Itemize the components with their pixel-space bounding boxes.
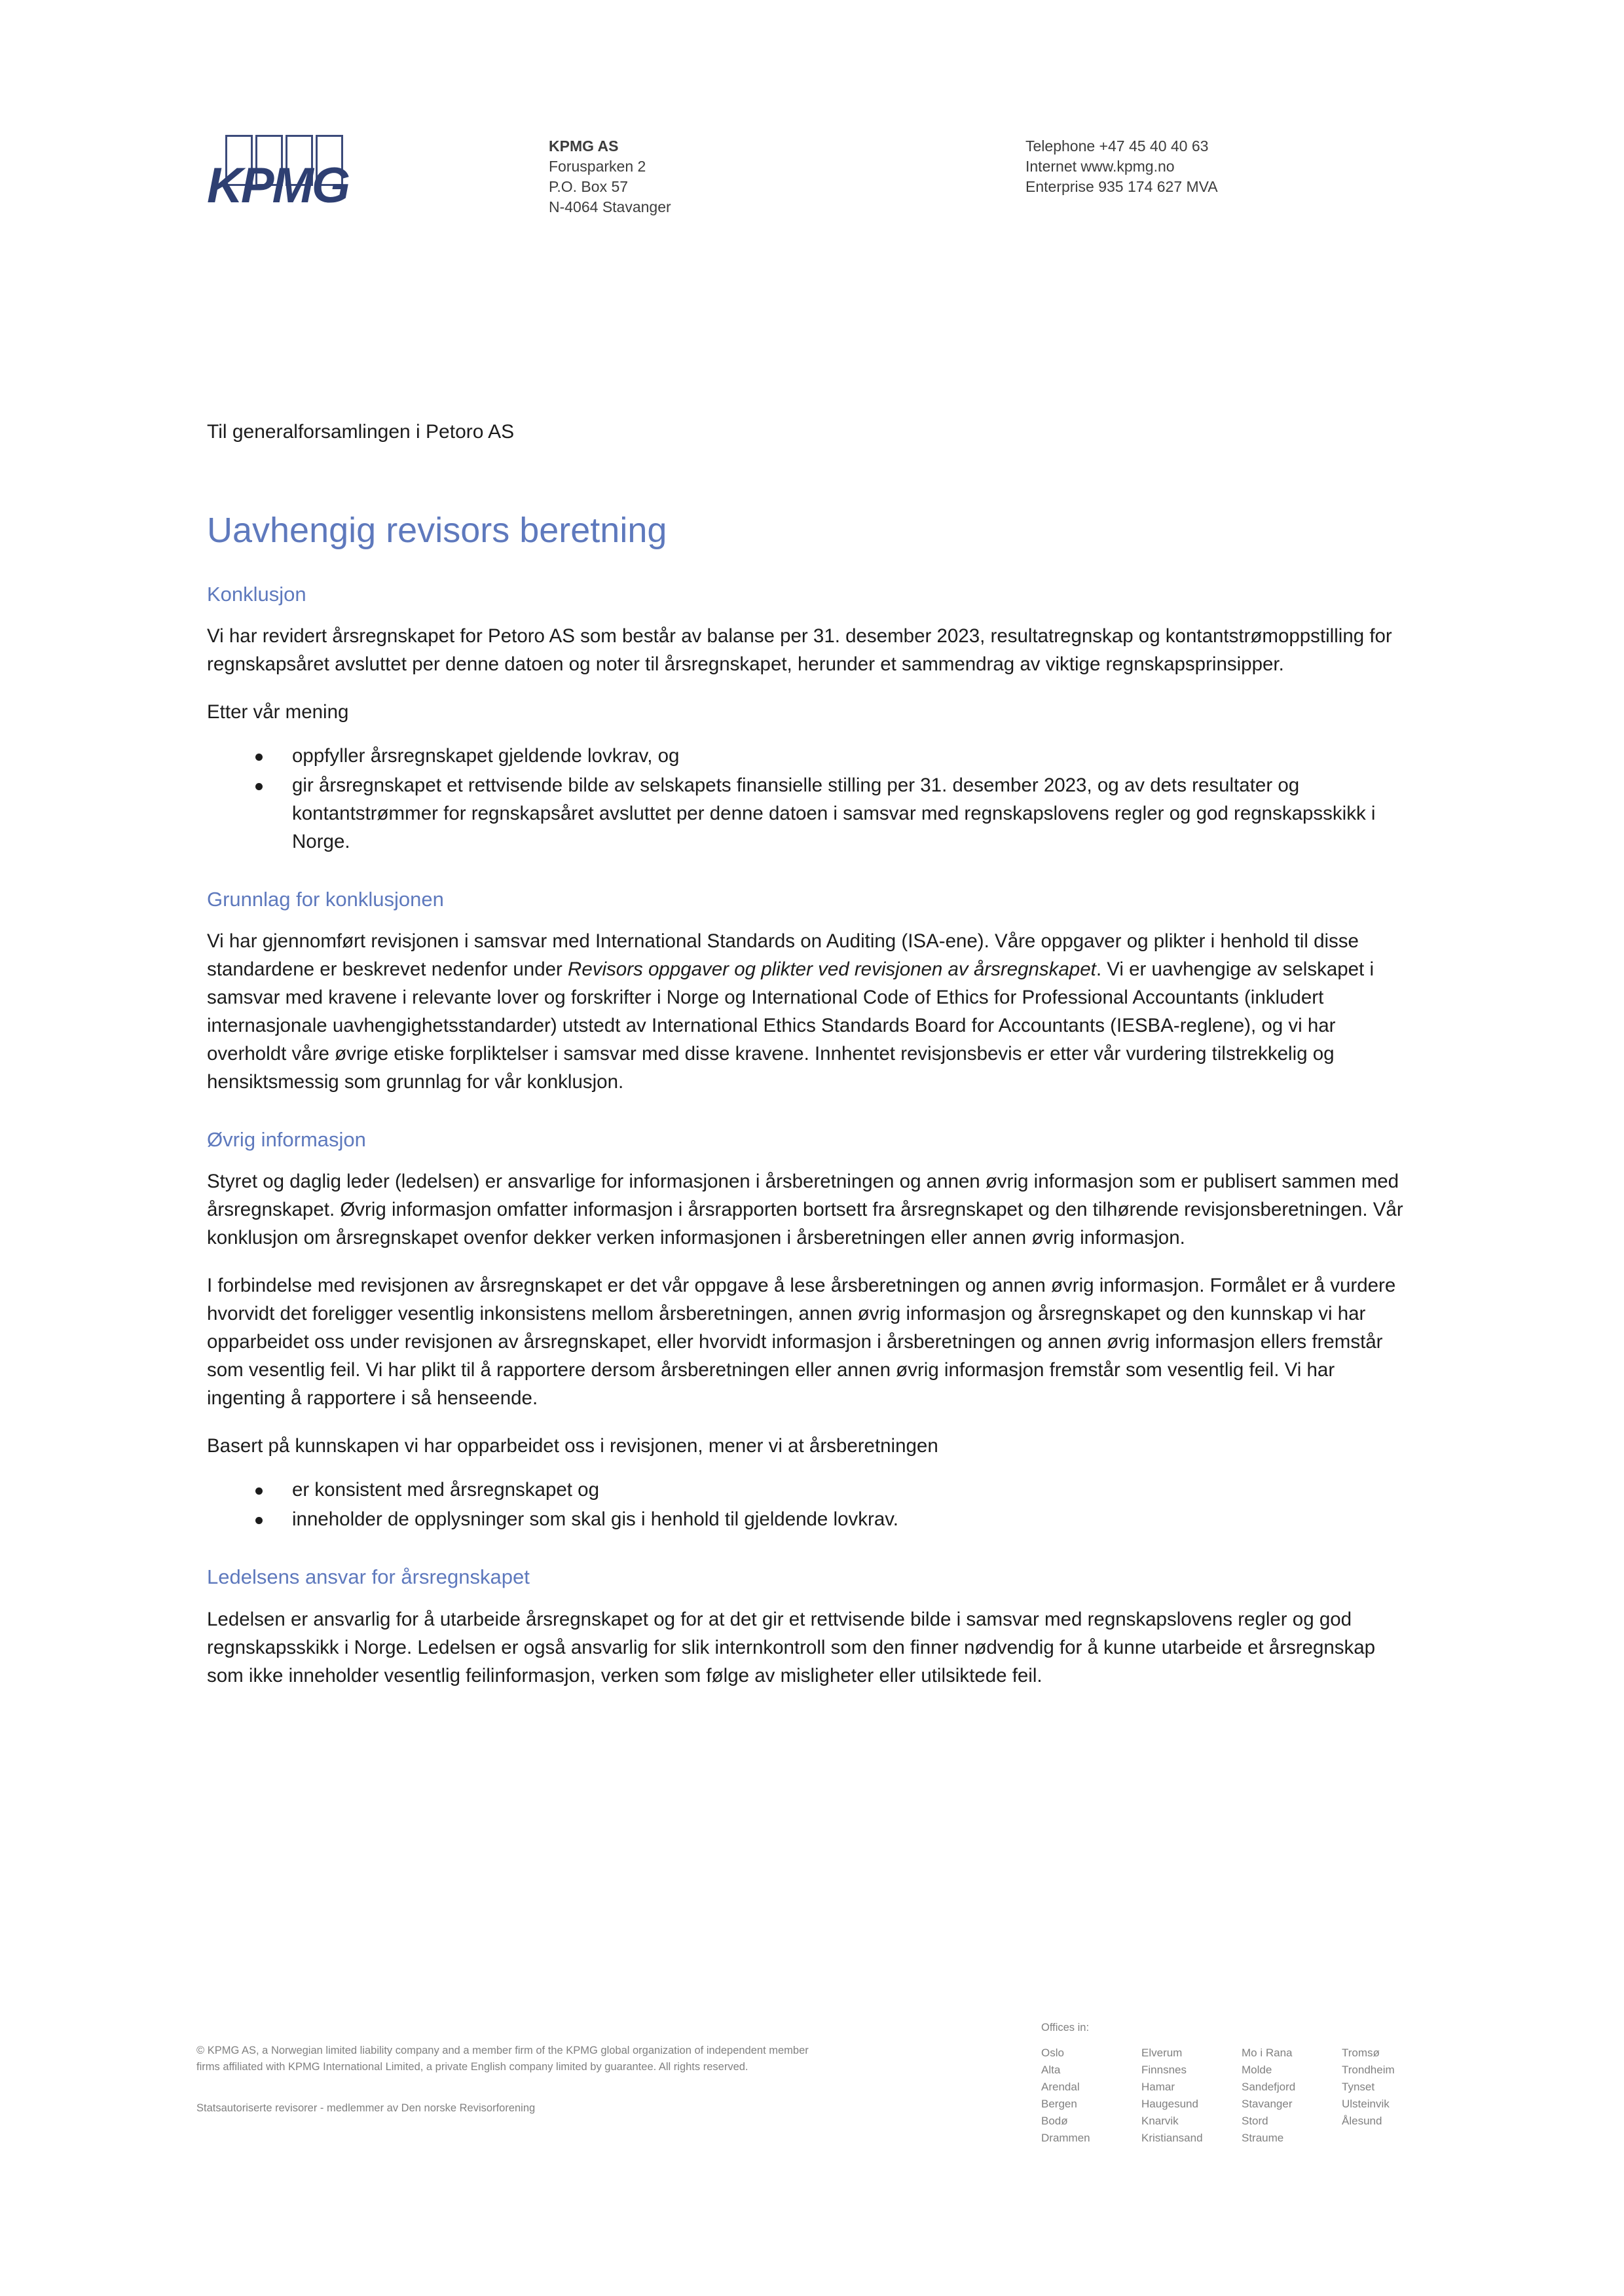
offices-column-2 <box>1141 2045 1242 2147</box>
company-enterprise-number: Enterprise 935 174 627 MVA <box>1025 178 1218 195</box>
grunnlag-text-a: Vi har gjennomført revisjonen i samsvar med International Standards on Auditing (ISA-ene). Våre oppgaver og plikter i henhold til disse standardene er beskrevet nedenfor under <box>207 930 1359 981</box>
list-item: er konsistent med årsregnskapet og <box>292 1476 1405 1504</box>
office-name: Arendal <box>1041 2081 1080 2093</box>
offices-column-4 <box>1342 2045 1442 2147</box>
addressee-line: Til generalforsamlingen i Petoro AS <box>207 421 515 443</box>
offices-title: Offices in: <box>1041 2022 1090 2033</box>
office-name: Oslo <box>1041 2047 1064 2059</box>
konklusjon-paragraph-1: Vi har revidert årsregnskapet for Petoro AS som består av balanse per 31. desember 2023, resultatregnskap og kontantstrømoppstilling for regnskapsåret avsluttet per denne datoen og noter til årsregnskapet, herunder et sammendrag av viktige regnskapsprinsipper. <box>207 625 1392 675</box>
footer-copyright-line-2: firms affiliated with KPMG International Limited, a private English company limited by guarantee. All rights reserved. <box>196 2061 748 2073</box>
section-heading-ovrig-informasjon: Øvrig informasjon <box>207 1128 366 1152</box>
offices-grid <box>1041 2045 1460 2147</box>
grunnlag-text-b: . Vi er uavhengige av selskapet i samsvar med kravene i relevante lover og forskrifter i Norge og International Code of Ethics for Professional Accountants (inkludert internasjonale uavhengighetsstandarder) utstedt av International Ethics Standards Board for Accountants (IESBA-reglene), og vi har overholdt våre øvrige etiske forpliktelser i samsvar med disse kravene. Innhentet revisjonsbevis er etter vår vurdering tilstrekkelig og hensiktsmessig som grunnlag for vår konklusjon. <box>207 958 1375 1093</box>
grunnlag-italic-reference: Revisors oppgaver og plikter ved revisjonen av årsregnskapet <box>568 958 1096 981</box>
office-name: Finnsnes <box>1141 2064 1187 2076</box>
office-name: Ulsteinvik <box>1342 2098 1390 2110</box>
offices-column-1 <box>1041 2045 1141 2147</box>
office-name: Bergen <box>1041 2098 1077 2110</box>
section-heading-grunnlag: Grunnlag for konklusjonen <box>207 887 444 911</box>
office-name: Stavanger <box>1242 2098 1293 2110</box>
konklusjon-bullet-list <box>207 742 1405 856</box>
office-name: Bodø <box>1041 2115 1068 2127</box>
company-contact-block <box>1025 136 1218 197</box>
grunnlag-paragraph-1 <box>207 927 1405 1096</box>
kpmg-logo <box>207 128 403 227</box>
list-item: inneholder de opplysninger som skal gis i henhold til gjeldende lovkrav. <box>292 1505 1405 1533</box>
document-body <box>207 419 1405 1690</box>
list-item: oppfyller årsregnskapet gjeldende lovkrav, og <box>292 742 1405 770</box>
offices-column-3 <box>1242 2045 1342 2147</box>
office-name: Tynset <box>1342 2081 1375 2093</box>
list-item: gir årsregnskapet et rettvisende bilde av selskapets finansielle stilling per 31. desember 2023, og av dets resultater og kontantstrømmer for regnskapsåret avsluttet per denne datoen i samsvar med regnskapslovens regler og god regnskapsskikk i Norge. <box>292 771 1405 856</box>
footer-legal-block <box>196 2043 1041 2117</box>
footer-copyright-line-1: © KPMG AS, a Norwegian limited liability company and a member firm of the KPMG global organization of independent member <box>196 2045 809 2056</box>
ovrig-paragraph-3: Basert på kunnskapen vi har opparbeidet oss i revisjonen, mener vi at årsberetningen <box>207 1435 938 1457</box>
section-heading-konklusjon: Konklusjon <box>207 582 306 606</box>
office-name: Ålesund <box>1342 2115 1382 2127</box>
company-street: Forusparken 2 <box>549 158 646 175</box>
ledelsens-paragraph-1: Ledelsen er ansvarlig for å utarbeide årsregnskapet og for at det gir et rettvisende bilde i samsvar med regnskapslovens regler og god regnskapsskikk i Norge. Ledelsen er også ansvarlig for slik internkontroll som den finner nødvendig for å kunne utarbeide et årsregnskap som ikke inneholder vesentlig feilinformasjon, verken som følge av misligheter eller utilsiktede feil. <box>207 1608 1376 1686</box>
kpmg-logo-wordmark: KPMG <box>207 158 348 213</box>
company-telephone: Telephone +47 45 40 40 63 <box>1025 137 1209 155</box>
office-name: Mo i Rana <box>1242 2047 1293 2059</box>
office-name: Sandefjord <box>1242 2081 1296 2093</box>
company-pobox: P.O. Box 57 <box>549 178 629 195</box>
office-name: Haugesund <box>1141 2098 1198 2110</box>
office-name: Elverum <box>1141 2047 1183 2059</box>
office-name: Alta <box>1041 2064 1061 2076</box>
ovrig-paragraph-2: I forbindelse med revisjonen av årsregnskapet er det vår oppgave å lese årsberetningen og annen øvrig informasjon. Formålet er å vurdere hvorvidt det foreligger vesentlig inkonsistens mellom årsberetningen, annen øvrig informasjon og årsregnskapet og den kunnskap vi har opparbeidet oss under revisjonen av årsregnskapet, eller hvorvidt informasjon i årsberetningen og annen øvrig informasjon ellers fremstår som vesentlig feil. Vi har plikt til å rapportere dersom årsberetningen eller annen øvrig informasjon fremstår som vesentlig feil. Vi har ingenting å rapportere i så henseende. <box>207 1275 1396 1410</box>
office-name: Knarvik <box>1141 2115 1179 2127</box>
page-title: Uavhengig revisors beretning <box>207 510 667 550</box>
konklusjon-paragraph-2: Etter vår mening <box>207 701 349 723</box>
company-address-block <box>549 136 671 217</box>
company-city: N-4064 Stavanger <box>549 198 671 215</box>
ovrig-bullet-list <box>207 1476 1405 1533</box>
section-heading-ledelsens-ansvar: Ledelsens ansvar for årsregnskapet <box>207 1565 530 1589</box>
office-name: Kristiansand <box>1141 2132 1203 2144</box>
office-name: Stord <box>1242 2115 1268 2127</box>
office-name: Drammen <box>1041 2132 1090 2144</box>
company-internet: Internet www.kpmg.no <box>1025 158 1175 175</box>
letterhead-header <box>207 128 1460 233</box>
footer-offices-block <box>1041 2022 1460 2147</box>
company-name: KPMG AS <box>549 137 619 155</box>
office-name: Tromsø <box>1342 2047 1380 2059</box>
ovrig-paragraph-1: Styret og daglig leder (ledelsen) er ansvarlige for informasjonen i årsberetningen og annen øvrig informasjon som er publisert sammen med årsregnskapet. Øvrig informasjon omfatter informasjon i årsrapporten bortsett fra årsregnskapet og den tilhørende revisjonsberetningen. Vår konklusjon om årsregnskapet ovenfor dekker verken informasjonen i årsberetningen eller annen øvrig informasjon. <box>207 1171 1403 1249</box>
footer-association-line: Statsautoriserte revisorer - medlemmer av Den norske Revisorforening <box>196 2102 536 2114</box>
office-name: Trondheim <box>1342 2064 1395 2076</box>
office-name: Molde <box>1242 2064 1272 2076</box>
office-name: Straume <box>1242 2132 1284 2144</box>
office-name: Hamar <box>1141 2081 1175 2093</box>
